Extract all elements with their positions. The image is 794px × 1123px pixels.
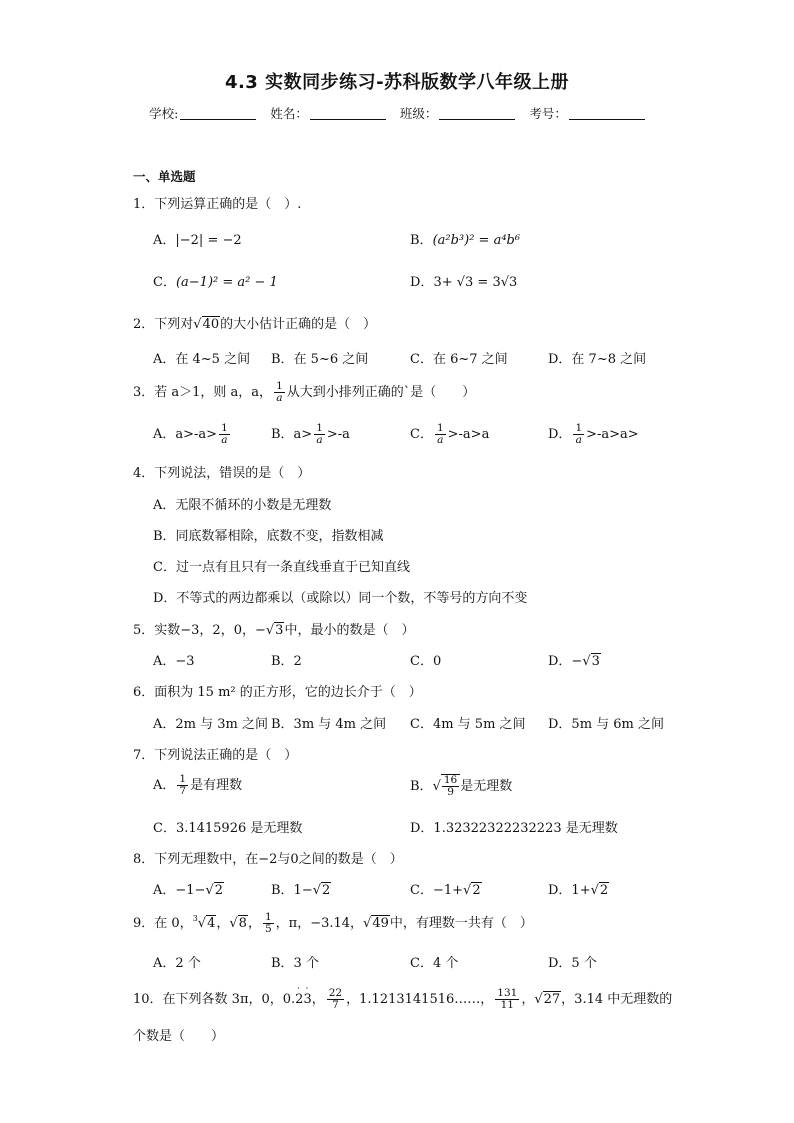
q6-option-b[interactable]: B．3m 与 4m 之间 — [271, 717, 387, 732]
exam-number-label: 考号： — [529, 106, 567, 121]
q2-option-a[interactable]: A．在 4~5 之间 — [153, 352, 251, 367]
question-2-stem: 2．下列对√40的大小估计正确的是（ ） — [133, 317, 377, 332]
question-4-stem: 4．下列说法，错误的是（ ） — [133, 466, 311, 481]
q6-option-a[interactable]: A．2m 与 3m 之间 — [153, 717, 268, 732]
q9-option-b[interactable]: B．3 个 — [271, 956, 319, 971]
name-label: 姓名： — [270, 106, 308, 121]
question-7-stem: 7．下列说法正确的是（ ） — [133, 748, 298, 763]
q9-option-d[interactable]: D．5 个 — [548, 956, 597, 971]
q4-option-a[interactable]: A．无限不循环的小数是无理数 — [153, 498, 332, 513]
student-info-line — [0, 104, 794, 122]
class-blank[interactable] — [439, 107, 515, 120]
q1-option-d-text: 3+ √3 = 3√3 — [433, 275, 518, 290]
q1-option-a-text: |−2| = −2 — [175, 233, 242, 248]
q4-option-c[interactable]: C．过一点有且只有一条直线垂直于已知直线 — [153, 560, 410, 575]
question-10-stem: 10．在下列各数 3π，0，0.2 · 3 · ， $\frac{22}{7}$ ，1.1213141516……， $\frac{131}{11}$ ，√27，3.14 中无理数的 — [133, 984, 673, 1011]
page-title: 4.3 实数同步练习-苏科版数学八年级上册 — [224, 72, 570, 93]
repeating-decimal: 0.2 · 3 · — [282, 984, 312, 1007]
cube-root: $^3$√4 — [192, 914, 216, 931]
class-label: 班级： — [399, 106, 438, 121]
question-1-stem: 1．下列运算正确的是（ ）. — [133, 197, 302, 212]
q5-option-a[interactable]: A．−3 — [153, 654, 195, 669]
q9-option-a[interactable]: A．2 个 — [153, 956, 201, 971]
q2-option-b[interactable]: B．在 5~6 之间 — [271, 352, 369, 367]
q3-option-a[interactable]: A．a>-a> $\frac{1}{a}$ — [153, 422, 228, 446]
school-blank[interactable] — [180, 107, 256, 120]
sqrt-symbol: √40 — [193, 317, 220, 332]
question-5-stem: 5．实数−3，2，0，−√3中，最小的数是（ ） — [133, 623, 415, 638]
q1-option-a[interactable]: A．|−2| = −2 — [153, 233, 242, 248]
q8-option-a[interactable]: A．−1−√2 — [153, 883, 224, 898]
q5-option-c[interactable]: C．0 — [410, 654, 442, 669]
q1-option-c-text: (a−1)² = a² − 1 — [175, 275, 278, 290]
q2-option-c[interactable]: C．在 6~7 之间 — [410, 352, 508, 367]
q4-option-b[interactable]: B．同底数幂相除，底数不变，指数相减 — [153, 529, 384, 544]
q5-option-d[interactable]: D．−√3 — [548, 654, 600, 669]
q7-option-a[interactable]: A． $\frac{1}{7}$ 是有理数 — [153, 773, 243, 797]
question-3-stem: 3．若 a＞1，则 a，a， $\frac{1}{a}$ 从大到小排列正确的`是（ ） — [133, 380, 476, 404]
q3-option-d[interactable]: D． $\frac{1}{a}$ >-a>a> — [548, 422, 639, 446]
q7-option-d[interactable]: D．1.32322322232223 是无理数 — [410, 821, 618, 836]
q7-option-b[interactable]: B．√ $\frac{16}{9}$ 是无理数 — [410, 774, 513, 798]
q5-option-b[interactable]: B．2 — [271, 654, 302, 669]
q3-option-b[interactable]: B．a> $\frac{1}{a}$ >-a — [271, 422, 350, 446]
q8-option-d[interactable]: D．1+√2 — [548, 883, 609, 898]
q6-option-d[interactable]: D．5m 与 6m 之间 — [548, 717, 665, 732]
q1-option-b-text: (a²b³)² = a⁴b⁶ — [432, 233, 521, 248]
q4-option-d[interactable]: D．不等式的两边都乘以（或除以）同一个数，不等号的方向不变 — [153, 591, 528, 606]
q6-option-c[interactable]: C．4m 与 5m 之间 — [410, 717, 526, 732]
q8-option-c[interactable]: C．−1+√2 — [410, 883, 481, 898]
q1-option-c[interactable]: C．(a−1)² = a² − 1 — [153, 275, 278, 290]
question-8-stem: 8．下列无理数中，在−2与0之间的数是（ ） — [133, 852, 403, 867]
q1-option-d[interactable]: D．3+ √3 = 3√3 — [410, 275, 518, 290]
section-heading: 一、单选题 — [133, 169, 196, 184]
q2-option-d[interactable]: D．在 7~8 之间 — [548, 352, 647, 367]
q8-option-b[interactable]: B．1−√2 — [271, 883, 331, 898]
school-label: 学校: — [149, 106, 179, 121]
exam-number-blank[interactable] — [569, 107, 645, 120]
question-10-stem-line2: 个数是（ ） — [133, 1029, 225, 1044]
name-blank[interactable] — [310, 107, 386, 120]
question-6-stem: 6．面积为 15 m² 的正方形，它的边长介于（ ） — [133, 685, 422, 700]
question-9-stem: 9．在 0，$^3$√4，√8， $\frac{1}{5}$ ，π，−3.14，√49中，有理数一共有（ ） — [133, 911, 533, 935]
fraction-1-over-a: $\frac{1}{a}$ — [276, 380, 283, 404]
q1-option-b[interactable]: B．(a²b³)² = a⁴b⁶ — [410, 233, 521, 248]
q7-option-c[interactable]: C．3.1415926 是无理数 — [153, 821, 303, 836]
q9-option-c[interactable]: C．4 个 — [410, 956, 459, 971]
q3-option-c[interactable]: C． $\frac{1}{a}$ >-a>a — [410, 422, 490, 446]
